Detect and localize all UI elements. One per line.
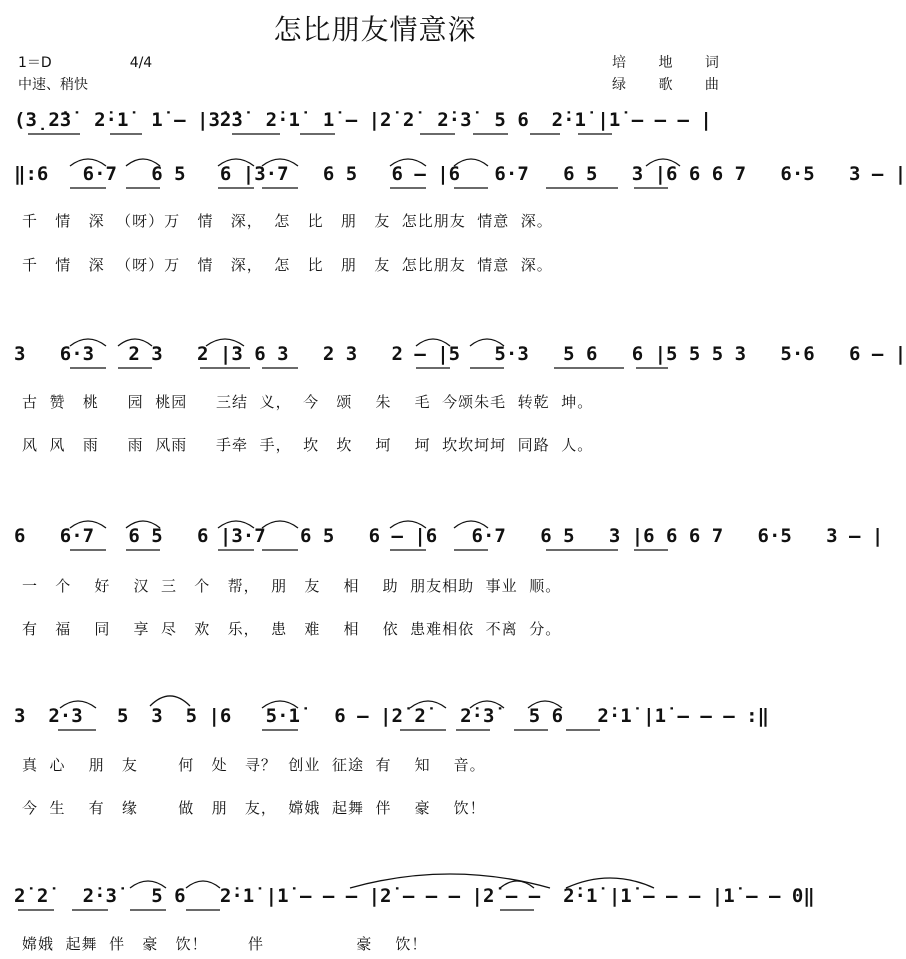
lyric-line-4-verse-1: 一 个 好 汉 三 个 帮， 朋 友 相 助 朋友相助 事业 顺。 xyxy=(22,577,562,595)
lyric-line-3-verse-2: 风 风 雨 雨 风雨 手牵 手， 坎 坎 坷 坷 坎坎坷坷 同路 人。 xyxy=(22,436,594,454)
lyric-line-6-verse-1: 嫦娥 起舞 伴 豪 饮！ 伴 豪 饮！ xyxy=(22,935,428,953)
notation-line-2: ‖:6 6·7 6 5 6 |3·7 6 5 6 – |6 6·7 6 5 3 |6 6 6 7 6·5 3 – | xyxy=(14,163,906,185)
song-title: 怎比朋友情意深 xyxy=(273,13,477,46)
lyric-line-2-verse-2: 千 情 深 （呀）万 情 深， 怎 比 朋 友 怎比朋友 情意 深。 xyxy=(22,256,553,274)
lyric-line-5-verse-2: 今 生 有 缘 做 朋 友， 嫦娥 起舞 伴 豪 饮！ xyxy=(22,799,486,817)
lyricist-credit: 培 地 词 xyxy=(612,55,733,71)
lyric-line-4-verse-2: 有 福 同 享 尽 欢 乐， 患 难 相 依 患难相依 不离 分。 xyxy=(22,620,562,638)
lyric-line-2-verse-1: 千 情 深 （呀）万 情 深， 怎 比 朋 友 怎比朋友 情意 深。 xyxy=(22,212,553,230)
notation-line-5: 3 2·3 5 3 5 |6 5·1̇ 6 – |2̇ 2̇ 2̇·3̇ 5 6 2̇·1̇ |1̇ – – – :‖ xyxy=(14,705,769,727)
key-signature: 1＝D xyxy=(18,55,52,71)
notation-line-1: (3̣2̇3̇ 2̇·1̇ 1̇ – |3̇2̇3̇ 2̇·1̇ 1̇ – |2̇ 2̇ 2̇·3̇ 5 6 2̇·1̇ |1̇ – – – | xyxy=(14,109,712,131)
composer-credit: 绿 歌 曲 xyxy=(612,77,733,93)
notation-line-6: 2̇ 2̇ 2̇·3̇ 5 6 2̇·1̇ |1̇ – – – |2̇ – – – |2̇ – – 2̇·1̇ |1̇ – – – |1̇ – – 0‖ xyxy=(14,885,815,907)
key-and-time xyxy=(18,52,152,72)
time-signature: 4/4 xyxy=(129,55,153,71)
notation-line-3: 3 6·3 2 3 2 |3 6 3 2 3 2 – |5 5·3 5 6 6 |5 5 5 3 5·6 6 – | xyxy=(14,343,906,365)
tempo-marking: 中速、稍快 xyxy=(18,77,88,93)
notation-line-4: 6 6·7 6 5 6 |3·7 6 5 6 – |6 6·7 6 5 3 |6 6 6 7 6·5 3 – | xyxy=(14,525,884,547)
lyric-line-3-verse-1: 古 赞 桃 园 桃园 三结 义， 今 颂 朱 毛 今颂朱毛 转乾 坤。 xyxy=(22,393,594,411)
lyric-line-5-verse-1: 真 心 朋 友 何 处 寻？ 创业 征途 有 知 音。 xyxy=(22,756,486,774)
